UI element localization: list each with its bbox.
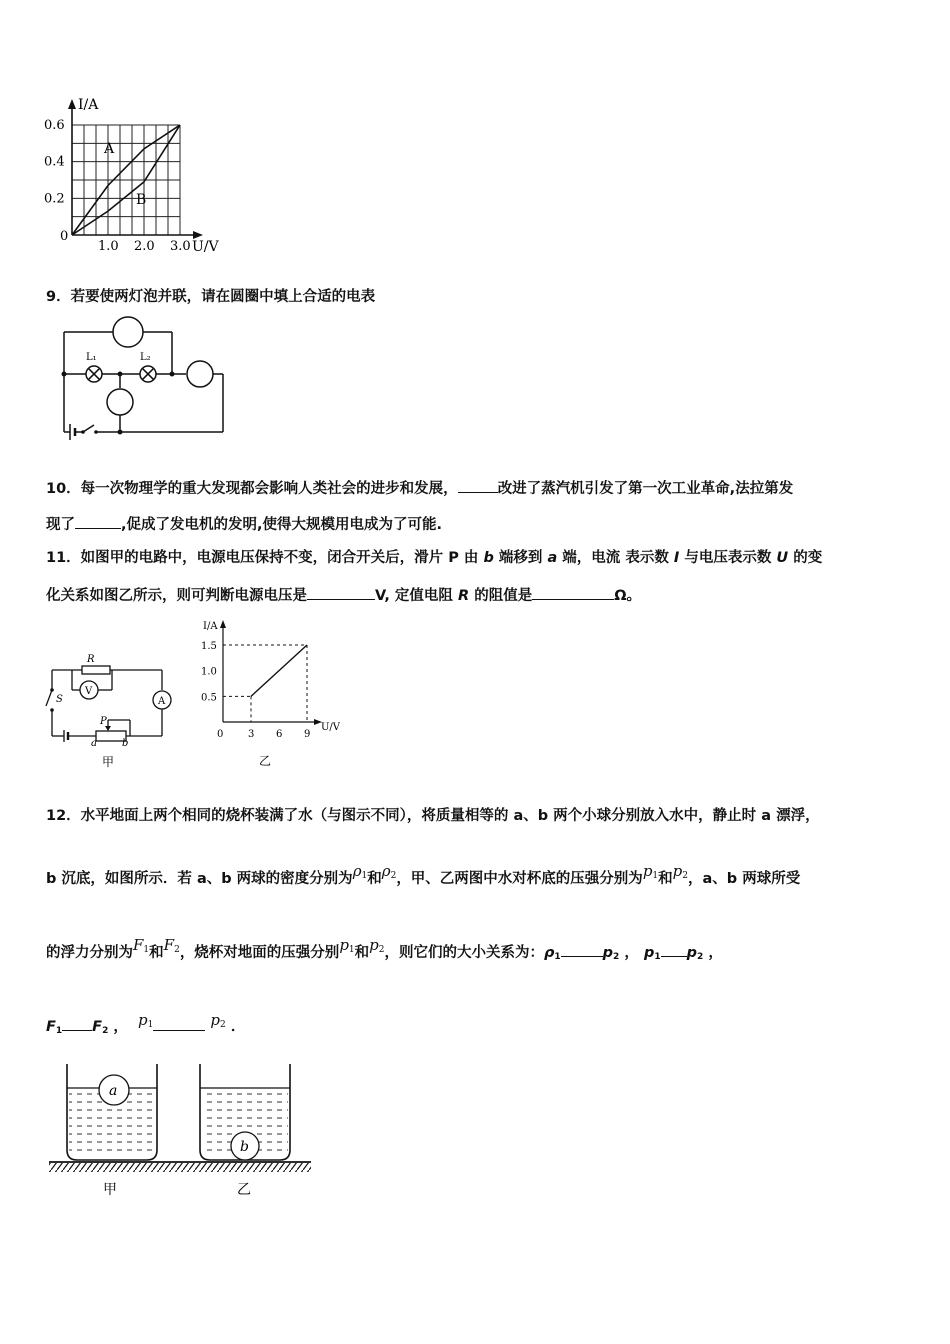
label-b: b bbox=[122, 738, 129, 749]
rho-2-symbol: ρ bbox=[381, 862, 391, 880]
blank-p-prime-compare[interactable] bbox=[153, 1016, 205, 1031]
q12-text: ，烧杯对地面的压强分别 bbox=[179, 945, 340, 961]
sub: 1 bbox=[55, 1026, 63, 1036]
ground-hatch bbox=[49, 1163, 311, 1172]
F-1-symbol: F bbox=[133, 936, 144, 954]
p-prime-1-symbol: p bbox=[339, 936, 349, 954]
meter-circle-middle[interactable] bbox=[107, 389, 133, 415]
question-12-line-2 bbox=[46, 862, 801, 893]
q11-a: a bbox=[547, 550, 558, 566]
q12-text: ，甲、乙两图中水对杯底的压强分别为 bbox=[396, 871, 643, 887]
question-12-line-3 bbox=[46, 936, 723, 967]
label-R: R bbox=[87, 654, 95, 665]
q12-text: 和 bbox=[149, 945, 164, 961]
q10-blank-2[interactable] bbox=[75, 514, 121, 529]
sub: 1 bbox=[147, 1020, 154, 1030]
switch-S[interactable] bbox=[46, 690, 52, 706]
caption-jia: 甲 bbox=[103, 1182, 117, 1198]
F-2: F bbox=[92, 1019, 103, 1035]
resistor-R bbox=[82, 666, 110, 674]
q11-text: V, 定值电阻 bbox=[375, 588, 458, 604]
ball-a-label: a bbox=[109, 1083, 118, 1099]
q12-text: 的浮力分别为 bbox=[46, 945, 133, 961]
circuit-jia bbox=[40, 650, 180, 770]
sub: 1 bbox=[348, 945, 355, 955]
F-1: F bbox=[46, 1019, 56, 1035]
sub: 2 bbox=[378, 945, 385, 955]
q11-text: 的变 bbox=[788, 550, 823, 566]
label-a: a bbox=[91, 738, 97, 749]
sub: 1 bbox=[554, 952, 561, 962]
y-axis-arrow bbox=[68, 99, 76, 109]
q10-blank-1[interactable] bbox=[458, 478, 498, 493]
x-tick-label: 2.0 bbox=[134, 239, 155, 254]
x-axis-label: U/V bbox=[321, 722, 341, 733]
caption-yi: 乙 bbox=[259, 754, 272, 768]
q12-text: b 沉底，如图所示．若 a、b 两球的密度分别为 bbox=[46, 871, 353, 887]
meter-circle-top[interactable] bbox=[113, 317, 143, 347]
rho-1: ρ bbox=[544, 945, 555, 961]
y-tick-label: 1.0 bbox=[201, 666, 217, 678]
q11-blank-resistance[interactable] bbox=[532, 585, 614, 600]
p-2: p bbox=[686, 945, 697, 961]
beakers-diagram bbox=[45, 1058, 320, 1206]
graph-grid bbox=[72, 125, 180, 235]
q11-blank-voltage[interactable] bbox=[307, 585, 375, 600]
x-tick-label: 9 bbox=[304, 729, 311, 740]
q12-sep: ， bbox=[624, 945, 639, 961]
sub: 2 bbox=[613, 952, 620, 962]
p-2: p bbox=[602, 945, 614, 961]
question-10-line-2 bbox=[46, 514, 442, 535]
rho-1-symbol: ρ bbox=[352, 862, 362, 880]
p-2-symbol: p bbox=[672, 862, 683, 880]
p-prime-1-symbol: p bbox=[138, 1011, 148, 1029]
y-axis-label: I/A bbox=[203, 621, 218, 632]
y-tick-label: 0.4 bbox=[44, 154, 65, 170]
p-prime-2-symbol: p bbox=[369, 936, 379, 954]
q11-text: 化关系如图乙所示，则可判断电源电压是 bbox=[46, 588, 307, 604]
label-S: S bbox=[56, 694, 63, 705]
label-V: V bbox=[85, 686, 93, 697]
y-axis-label: I/A bbox=[78, 97, 99, 113]
origin-label: 0 bbox=[60, 229, 69, 244]
question-10-line-1 bbox=[46, 478, 793, 499]
question-11-line-1 bbox=[46, 548, 822, 568]
y-tick-label: 0.6 bbox=[44, 118, 65, 133]
sub: 2 bbox=[220, 1020, 226, 1030]
series-label-A: A bbox=[104, 140, 115, 157]
x-tick-label: 3.0 bbox=[170, 239, 191, 254]
q11-text: 端，电流 表示数 bbox=[557, 550, 674, 566]
x-tick-label: 3 bbox=[248, 729, 255, 740]
origin-label: 0 bbox=[217, 729, 224, 740]
y-tick-label: 0.5 bbox=[201, 692, 217, 704]
iu-graph-top bbox=[30, 95, 240, 255]
label-A: A bbox=[158, 696, 166, 707]
sub: 1 bbox=[361, 871, 368, 881]
blank-F-compare[interactable] bbox=[62, 1016, 92, 1031]
q12-sep: ， bbox=[113, 1019, 128, 1035]
sub: 1 bbox=[143, 945, 150, 955]
sub: 2 bbox=[174, 945, 180, 955]
q12-text: ，a、b 两球所受 bbox=[688, 871, 801, 887]
p-prime-2-symbol: p bbox=[210, 1011, 221, 1029]
q10-text-c: 现了 bbox=[46, 517, 75, 533]
question-9-text: 9．若要使两灯泡并联，请在圆圈中填上合适的电表 bbox=[46, 289, 376, 305]
y-tick-label: 1.5 bbox=[201, 641, 217, 652]
q12-text: 和 bbox=[367, 871, 382, 887]
question-12-line-4 bbox=[46, 1011, 246, 1041]
q10-text-b: 改进了蒸汽机引发了第一次工业革命,法拉第发 bbox=[497, 481, 794, 497]
y-tick-label: 0.2 bbox=[44, 191, 65, 207]
q10-text-d: ,促成了发电机的发明,使得大规模用电成为了可能. bbox=[121, 517, 443, 533]
switch-blade[interactable] bbox=[83, 425, 94, 432]
q11-R: R bbox=[457, 588, 470, 604]
blank-rho-compare[interactable] bbox=[561, 942, 603, 957]
x-axis-arrow bbox=[193, 231, 203, 239]
sub: 2 bbox=[696, 952, 704, 962]
q10-text-a: 10．每一次物理学的重大发现都会影响人类社会的进步和发展， bbox=[46, 481, 458, 497]
sub: 2 bbox=[682, 871, 688, 881]
q12-end: ． bbox=[230, 1019, 246, 1035]
q11-text: 与电压表示数 bbox=[679, 550, 777, 566]
parallel-circuit-diagram bbox=[50, 312, 240, 447]
label-P: P bbox=[100, 716, 107, 727]
sub: 1 bbox=[652, 871, 659, 881]
lamp-L1-label: L₁ bbox=[86, 352, 97, 363]
iu-graph-yi bbox=[195, 615, 355, 775]
question-11-line-2 bbox=[46, 585, 641, 606]
meter-circle-right[interactable] bbox=[187, 361, 213, 387]
sub: 2 bbox=[102, 1026, 109, 1036]
x-tick-label: 1.0 bbox=[98, 239, 119, 254]
x-axis-label: U/V bbox=[192, 239, 219, 255]
q11-text: 11．如图甲的电路中，电源电压保持不变，闭合开关后，滑片 P 由 bbox=[46, 550, 484, 566]
x-tick-label: 6 bbox=[276, 729, 283, 740]
q11-text: 端移到 bbox=[493, 550, 548, 566]
q11-b: b bbox=[483, 550, 494, 566]
ball-b-label: b bbox=[240, 1139, 249, 1155]
caption-jia: 甲 bbox=[102, 755, 115, 769]
sub: 1 bbox=[654, 952, 661, 962]
series-line bbox=[251, 645, 307, 696]
q11-I: I bbox=[673, 550, 680, 566]
q12-text: ，则它们的大小关系为： bbox=[384, 945, 544, 961]
sub: 2 bbox=[390, 871, 397, 881]
q11-U: U bbox=[776, 550, 789, 566]
blank-p-compare[interactable] bbox=[661, 942, 687, 957]
q12-text: 和 bbox=[658, 871, 673, 887]
p-1: p bbox=[643, 945, 655, 961]
question-12-line-1: 12．水平地面上两个相同的烧杯装满了水（与图示不同），将质量相等的 a、b 两个小球分别放入水中，静止时 a 漂浮， bbox=[46, 808, 820, 824]
lamp-L2-label: L₂ bbox=[140, 352, 151, 363]
F-2-symbol: F bbox=[163, 936, 175, 954]
q11-text: Ω。 bbox=[614, 588, 642, 604]
p-1-symbol: p bbox=[642, 862, 653, 880]
caption-yi: 乙 bbox=[237, 1182, 251, 1198]
q12-text: 和 bbox=[354, 945, 370, 961]
q12-sep: ， bbox=[708, 945, 723, 961]
series-label-B: B bbox=[136, 191, 147, 208]
q11-text: 的阻值是 bbox=[469, 588, 533, 604]
